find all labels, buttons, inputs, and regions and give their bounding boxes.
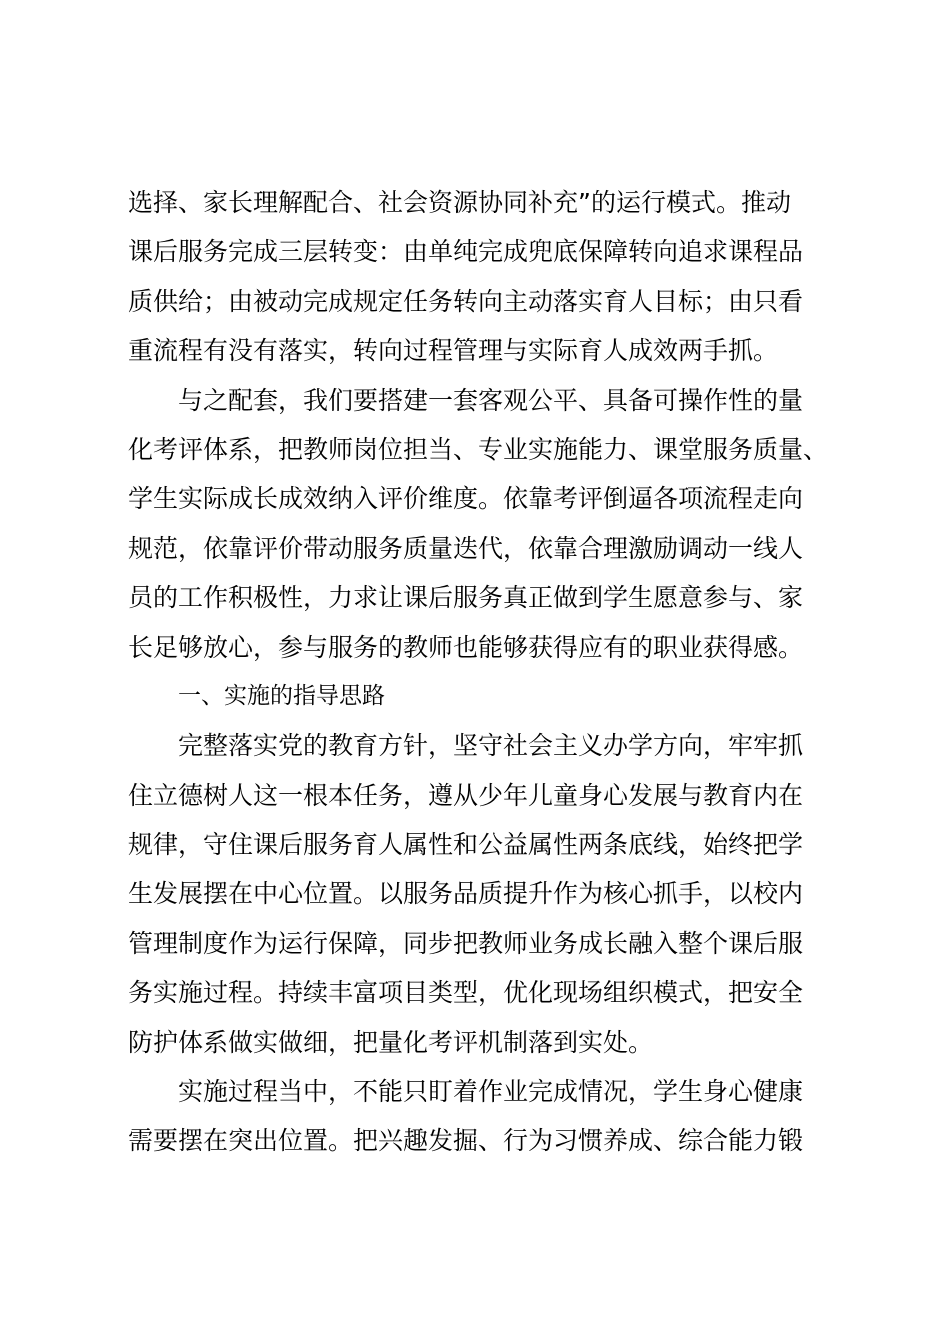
section-heading: 一、实施的指导思路 <box>178 682 385 709</box>
paragraph-first-line: 完整落实党的教育方针，坚守社会主义办学方向，牢牢抓 <box>178 731 804 761</box>
text-line: 防护体系做实做细，把量化考评机制落到实处。 <box>128 1027 654 1057</box>
text-line: 质供给；由被动完成规定任务转向主动落实育人目标；由只看 <box>128 286 804 316</box>
text-line: 管理制度作为运行保障，同步把教师业务成长融入整个课后服 <box>128 928 804 958</box>
text-line: 生发展摆在中心位置。以服务品质提升作为核心抓手，以校内 <box>128 879 804 909</box>
text-line: 需要摆在突出位置。把兴趣发掘、行为习惯养成、综合能力锻 <box>128 1126 804 1156</box>
text-line: 长足够放心，参与服务的教师也能够获得应有的职业获得感。 <box>128 632 804 662</box>
document-body <box>128 178 832 1166</box>
text-line: 重流程有没有落实，转向过程管理与实际育人成效两手抓。 <box>128 336 779 366</box>
text-line: 学生实际成长成效纳入评价维度。依靠考评倒逼各项流程走向 <box>128 484 804 514</box>
text-line: 员的工作积极性，力求让课后服务真正做到学生愿意参与、家 <box>128 583 804 613</box>
text-line: 规范，依靠评价带动服务质量迭代，依靠合理激励调动一线人 <box>128 533 804 563</box>
text-line: 务实施过程。持续丰富项目类型，优化现场组织模式，把安全 <box>128 978 804 1008</box>
text-line: 规律，守住课后服务育人属性和公益属性两条底线，始终把学 <box>128 830 804 860</box>
paragraph-first-line: 与之配套，我们要搭建一套客观公平、具备可操作性的量 <box>178 385 804 415</box>
text-line: 化考评体系，把教师岗位担当、专业实施能力、课堂服务质量、 <box>128 434 829 464</box>
paragraph-first-line: 实施过程当中，不能只盯着作业完成情况，学生身心健康 <box>178 1077 804 1107</box>
text-line: 课后服务完成三层转变：由单纯完成兜底保障转向追求课程品 <box>128 237 804 267</box>
text-line: 住立德树人这一根本任务，遵从少年儿童身心发展与教育内在 <box>128 780 804 810</box>
text-line: 选择、家长理解配合、社会资源协同补充”的运行模式。推动 <box>128 188 791 217</box>
